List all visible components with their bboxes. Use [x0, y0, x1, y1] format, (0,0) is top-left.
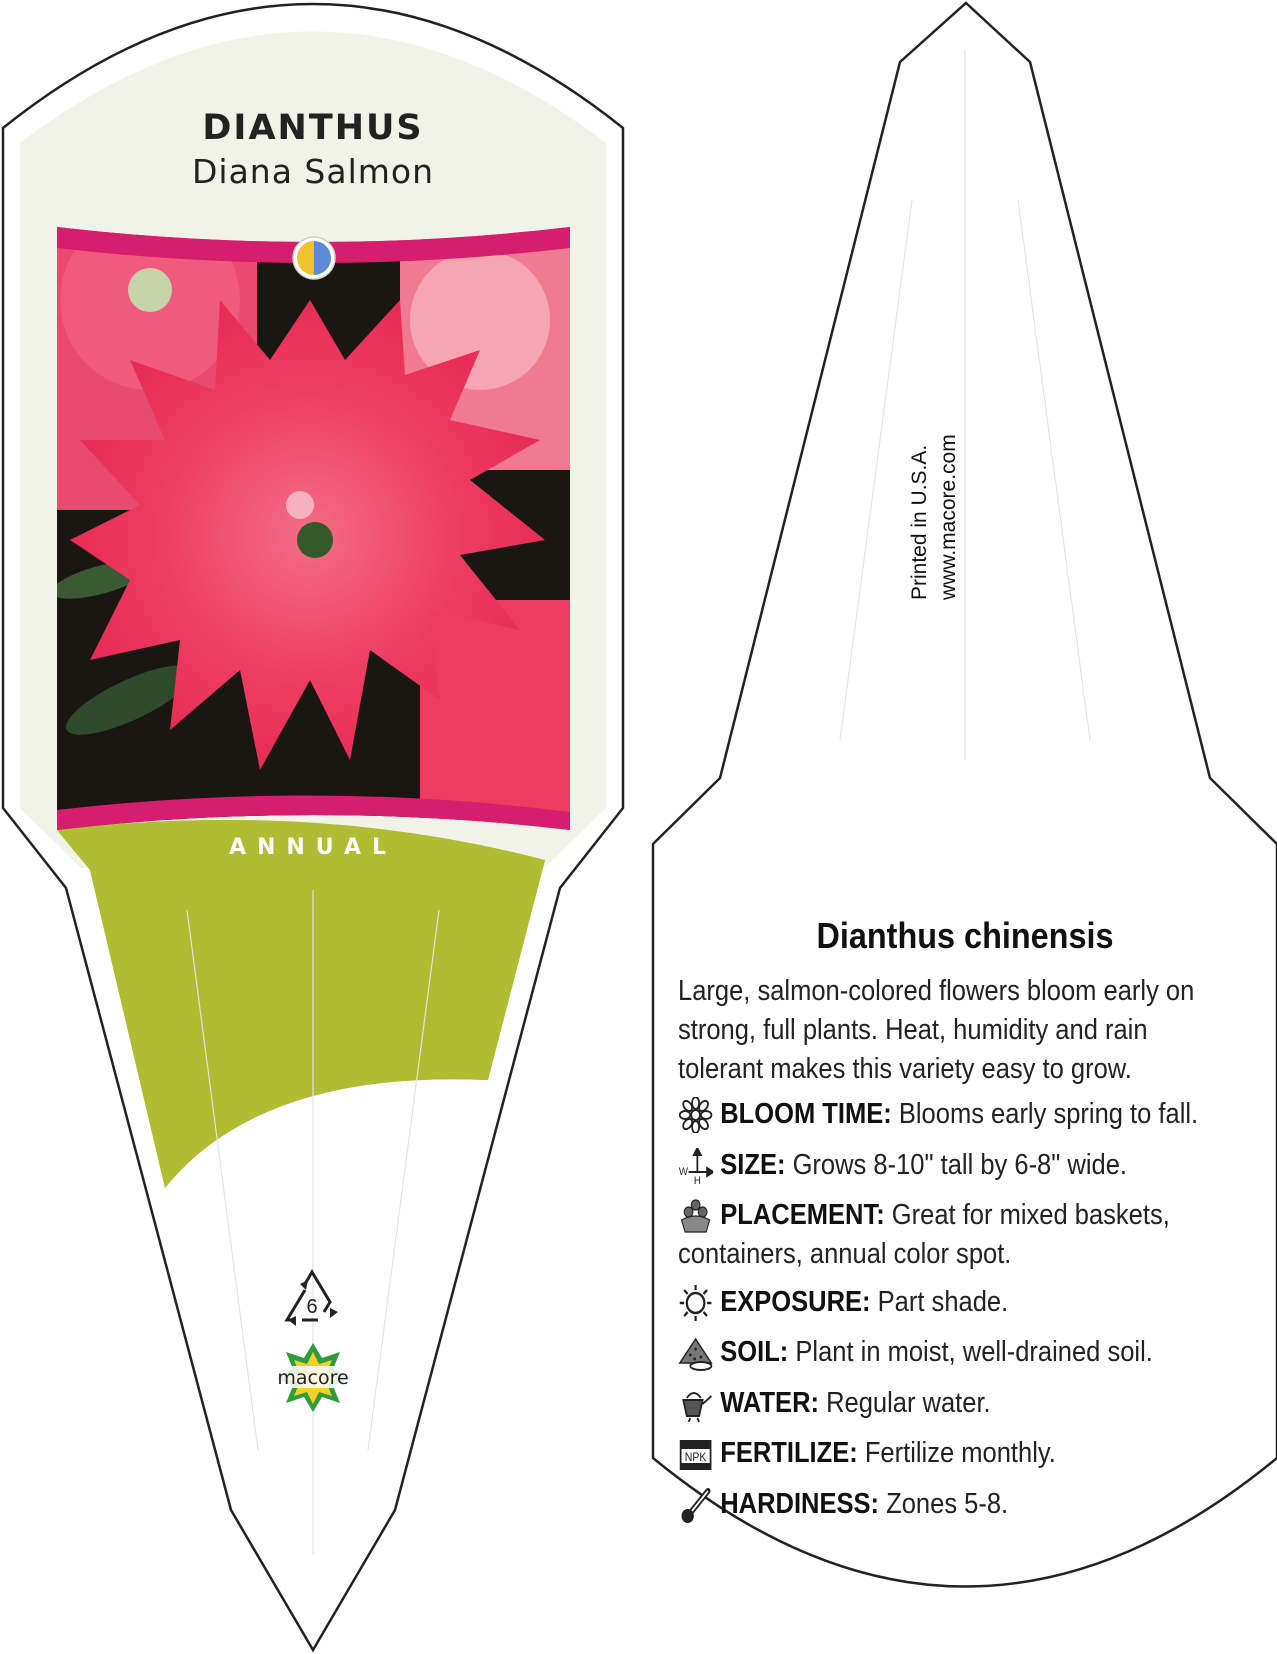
care-fertilize: NPK FERTILIZE: Fertilize monthly. [678, 1434, 1241, 1473]
placement-icon [678, 1198, 717, 1234]
printed-website: www.macore.com [937, 434, 960, 600]
species-name: Dianthus chinensis [816, 915, 1114, 956]
soil-icon [678, 1335, 717, 1371]
plant-category: ANNUAL [228, 835, 398, 860]
printed-info [905, 390, 969, 600]
watering-can-icon [678, 1386, 717, 1422]
sun-icon [678, 1285, 717, 1321]
plant-variety: Diana Salmon [191, 152, 435, 191]
care-soil: SOIL: Plant in moist, well-drained soil. [678, 1333, 1241, 1372]
recycle-code: 6 [306, 1296, 318, 1318]
printed-country: Printed in U.S.A. [908, 444, 931, 600]
size-icon [678, 1148, 717, 1184]
care-size: W H SIZE: Grows 8-10" tall by 6-8" wide. [678, 1146, 1241, 1185]
plant-genus: DIANTHUS [202, 108, 424, 148]
thermometer-icon [678, 1487, 717, 1523]
svg-text:NPK: NPK [684, 1451, 707, 1465]
care-bloom-time: BLOOM TIME: Blooms early spring to fall. [678, 1095, 1241, 1134]
flower-photo [48, 210, 570, 820]
care-exposure: EXPOSURE: Part shade. [678, 1283, 1241, 1322]
care-placement: PLACEMENT: Great for mixed baskets, containers, annual color spot. [678, 1199, 1170, 1270]
care-water: WATER: Regular water. [678, 1384, 1241, 1423]
color-badge-icon [293, 237, 335, 279]
plant-description: Large, salmon-colored flowers bloom early on strong, full plants. Heat, humidity and rain tolerant makes this variety easy to grow. [678, 975, 1195, 1085]
svg-text:W: W [678, 1166, 689, 1179]
brand-text: macore [277, 1367, 349, 1389]
flower-icon [678, 1097, 717, 1133]
svg-text:H: H [693, 1175, 701, 1185]
care-hardiness: HARDINESS: Zones 5-8. [678, 1485, 1241, 1524]
npk-icon [678, 1436, 717, 1472]
